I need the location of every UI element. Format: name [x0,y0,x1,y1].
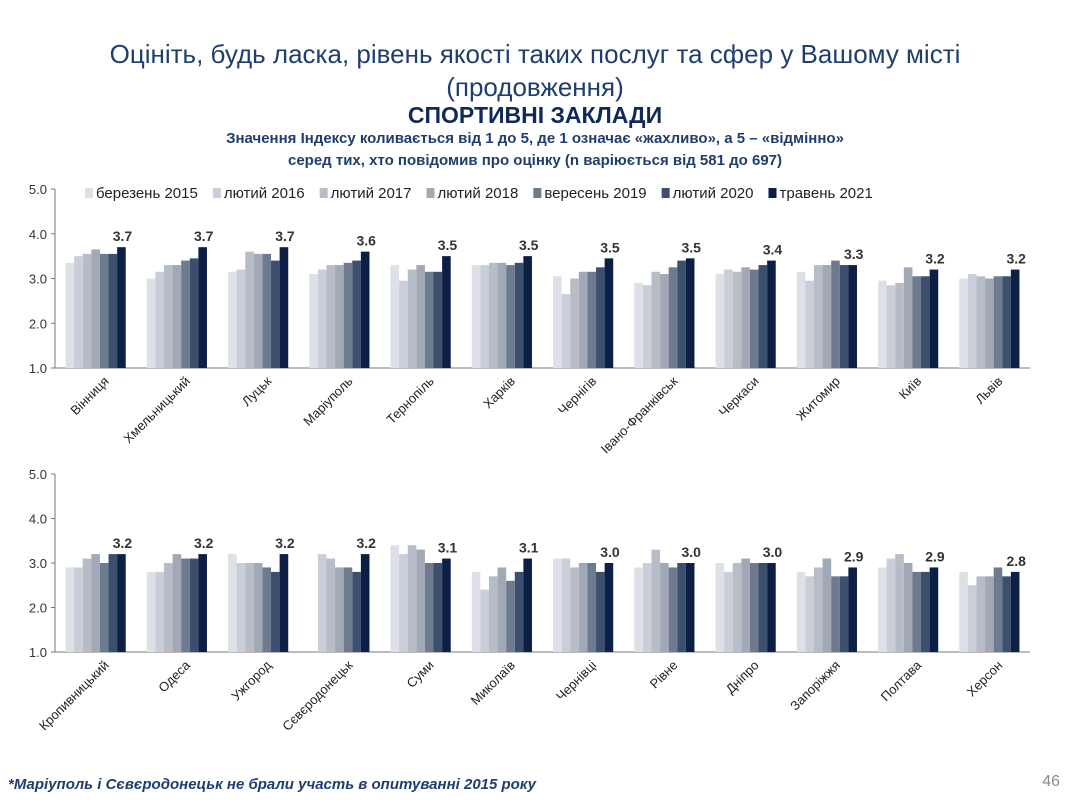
bar [741,267,750,368]
index-note-line-2: серед тих, хто повідомив про оцінку (n варіюється від 581 до 697) [287,152,783,169]
bar [797,272,806,368]
bar [724,572,733,652]
bar [814,265,823,368]
chart-subtitle: СПОРТИВНІ ЗАКЛАДИ [407,102,663,128]
bar [643,563,652,652]
bar [553,559,562,652]
bar [66,567,75,652]
data-label: 3.5 [681,239,701,256]
bar [83,254,92,368]
bar [759,265,768,368]
category-label: Одеса [155,657,193,696]
bar [228,272,237,368]
bar [605,258,614,368]
bar [570,279,579,369]
bar [489,576,498,652]
bar [271,261,280,368]
bar [733,563,742,652]
bar [831,261,840,368]
bar [425,563,434,652]
title-line-1: Оцініть, будь ласка, рівень якості таких послуг та сфер у Вашому місті [109,39,961,69]
bar [686,563,695,652]
bar [895,283,904,368]
bar [805,576,814,652]
bar [83,559,92,652]
y-tick-label: 5.0 [28,467,47,482]
data-label: 3.6 [356,232,376,249]
category-label: Вінниця [67,373,112,418]
y-tick-label: 2.0 [28,600,47,616]
bar [335,265,344,368]
bar [930,567,939,652]
bar [352,261,361,368]
category-label: Кропивницький [35,657,112,734]
bar [91,249,100,368]
index-note [0,128,1070,172]
bar [994,276,1003,368]
bar [416,550,425,652]
data-label: 3.5 [518,237,539,254]
bar [506,265,515,368]
bar [562,559,571,652]
bar [117,554,126,652]
bar [750,563,759,652]
page-number: 46 [1042,773,1060,790]
bar [190,258,199,368]
bar [262,567,271,652]
data-label: 3.0 [600,544,620,560]
bar [434,272,443,368]
bar [254,254,263,368]
bar [651,550,660,652]
bar [651,272,660,368]
bar [425,272,434,368]
y-tick-label: 1.0 [28,361,47,376]
category-label: Рівне [646,657,681,692]
bar [271,572,280,652]
y-tick-label: 4.0 [28,226,47,242]
data-label: 3.7 [193,228,214,245]
category-label: Житомир [792,373,843,424]
bar [442,559,451,652]
data-label: 3.3 [843,246,864,263]
bar [117,247,126,368]
category-label: Суми [403,657,437,691]
bar [741,559,750,652]
bar [814,567,823,652]
bar [66,263,75,368]
data-label: 2.8 [1006,552,1026,569]
bar [750,270,759,368]
page-title [0,38,1070,104]
legend-label: березень 2015 [96,185,198,202]
bar [831,576,840,652]
bar [579,563,588,652]
bar [408,270,417,368]
bar [677,261,686,368]
bar [878,567,887,652]
category-label: Сєвєродонецьк [279,657,356,734]
bar [912,276,921,368]
bar [280,554,289,652]
category-label: Київ [895,373,925,403]
bar [498,263,507,368]
legend-swatch [320,188,328,198]
bar [686,258,695,368]
category-label: Тернопіль [383,373,437,427]
bar [399,281,408,368]
data-label: 3.5 [600,239,620,256]
bar [840,265,849,368]
bar [930,270,939,368]
bar [155,272,164,368]
bar [408,545,417,652]
category-label: Луцьк [238,373,275,409]
y-tick-label: 4.0 [28,511,47,527]
bar [480,265,489,368]
bar [634,283,643,368]
bar [848,265,857,368]
bar [767,563,776,652]
bar [147,572,156,652]
bar [434,563,443,652]
data-label: 3.2 [193,535,214,552]
bar [553,276,562,368]
bar [660,274,669,368]
bar [442,256,451,368]
bar [344,263,353,368]
bar [480,590,489,652]
bar [596,572,605,652]
bar [823,559,832,652]
bar [562,294,571,368]
data-label: 3.7 [275,228,295,245]
bar [1011,270,1020,368]
data-label: 3.5 [437,237,458,254]
data-label: 3.4 [762,241,783,258]
bar [498,567,507,652]
bar [823,265,832,368]
data-label: 3.7 [112,228,133,245]
legend-label: травень 2021 [779,185,873,202]
data-label: 3.2 [1006,250,1026,267]
bar [318,554,327,652]
bar [515,263,524,368]
bar [318,270,327,368]
bar [596,267,605,368]
bar [660,563,669,652]
bar [669,267,678,368]
bar [1002,576,1011,652]
bar [985,576,994,652]
footnote: *Маріуполь і Сєвєродонецьк не брали участь в опитуванні 2015 року [8,776,536,793]
index-note-line-1: Значення Індексу коливається від 1 до 5, де 1 означає «жахливо», а 5 – «відмінно» [226,130,844,147]
bar [976,576,985,652]
bar [767,261,776,368]
bar [515,572,524,652]
data-label: 3.2 [275,535,295,552]
category-label: Черкаси [715,373,762,420]
bar [579,272,588,368]
data-label: 3.0 [762,544,783,560]
bar [724,270,733,368]
legend-swatch [427,188,435,198]
bar [968,585,977,652]
bar [399,554,408,652]
data-label: 2.9 [925,548,945,565]
bar [352,572,361,652]
legend-swatch [85,188,93,198]
bar [173,554,182,652]
data-label: 3.1 [437,539,458,556]
bar [643,285,652,368]
bar [848,567,857,652]
bar [921,276,930,368]
y-tick-label: 3.0 [28,271,47,287]
category-label: Херсон [963,657,1006,700]
category-label: Полтава [877,657,925,705]
bar [109,254,118,368]
category-label: Миколаїв [467,657,518,708]
bar [344,567,353,652]
bar [164,265,173,368]
bar [716,563,725,652]
y-tick-label: 5.0 [28,182,47,197]
legend-label: вересень 2019 [544,185,647,202]
bar [878,281,887,368]
bar [570,567,579,652]
title-line-2: (продовження) [446,72,624,102]
bar [605,563,614,652]
category-label: Чернігів [554,373,600,418]
bar [523,256,532,368]
legend-label: лютий 2020 [672,185,754,202]
bar [506,581,515,652]
bar [190,559,199,652]
bar [587,272,596,368]
bar [733,272,742,368]
category-label: Харків [480,373,518,412]
bar [840,576,849,652]
bar [1011,572,1020,652]
bar [100,563,109,652]
bar [472,265,481,368]
bar [887,559,896,652]
bar [895,554,904,652]
category-label: Хмельницький [120,373,193,447]
chart-top [0,172,1070,462]
bar [985,279,994,369]
bar [155,572,164,652]
legend-label: лютий 2018 [437,185,519,202]
bar [391,265,400,368]
bar [587,563,596,652]
bar [904,267,913,368]
bar [759,563,768,652]
bar [254,563,263,652]
bar [228,554,237,652]
bar [921,572,930,652]
legend-label: лютий 2016 [223,185,305,202]
legend-swatch [662,188,670,198]
bar [74,256,83,368]
bar [716,274,725,368]
bar [904,563,913,652]
data-label: 3.2 [925,250,945,267]
bar [326,559,335,652]
category-label: Чернівці [552,657,600,704]
bar [805,281,814,368]
bar [109,554,118,652]
bar [634,567,643,652]
bar [994,567,1003,652]
bar [669,567,678,652]
bar [147,279,156,369]
bar [416,265,425,368]
legend-swatch [213,188,221,198]
category-label: Ужгород [228,657,275,704]
bar [74,567,83,652]
legend-swatch [533,188,541,198]
bar [523,559,532,652]
bar [309,274,318,368]
bar [489,263,498,368]
data-label: 3.0 [681,544,701,560]
bar [361,554,370,652]
bar [91,554,100,652]
bar [1002,276,1011,368]
y-tick-label: 1.0 [28,645,47,660]
bar [100,254,109,368]
category-label: Запоріжжя [787,657,843,714]
bar [198,554,207,652]
data-label: 3.1 [518,539,539,556]
data-label: 3.2 [112,535,133,552]
data-label: 2.9 [843,548,864,565]
chart-bottom [0,462,1070,774]
category-label: Львів [972,373,1006,407]
y-tick-label: 3.0 [28,556,47,571]
category-label: Маріуполь [300,373,356,429]
bar [391,545,400,652]
bar [173,265,182,368]
bar [887,285,896,368]
bar [326,265,335,368]
bar [280,247,289,368]
bar [237,270,246,368]
bar [237,563,246,652]
bar [198,247,207,368]
bar [976,276,985,368]
bar [472,572,481,652]
bar [164,563,173,652]
bar [797,572,806,652]
bar [181,559,190,652]
bar [181,261,190,368]
legend-swatch [769,188,777,198]
legend-label: лютий 2017 [330,185,412,202]
bar [968,274,977,368]
category-label: Івано-Франківськ [597,373,681,457]
y-tick-label: 2.0 [28,316,47,332]
bar [262,254,271,368]
bar [361,252,370,368]
bar [245,252,254,368]
bar [245,563,254,652]
data-label: 3.2 [356,535,376,552]
bar [959,572,968,652]
bar [912,572,921,652]
bar [677,563,686,652]
bar [959,279,968,369]
category-label: Дніпро [722,657,762,697]
bar [335,567,344,652]
